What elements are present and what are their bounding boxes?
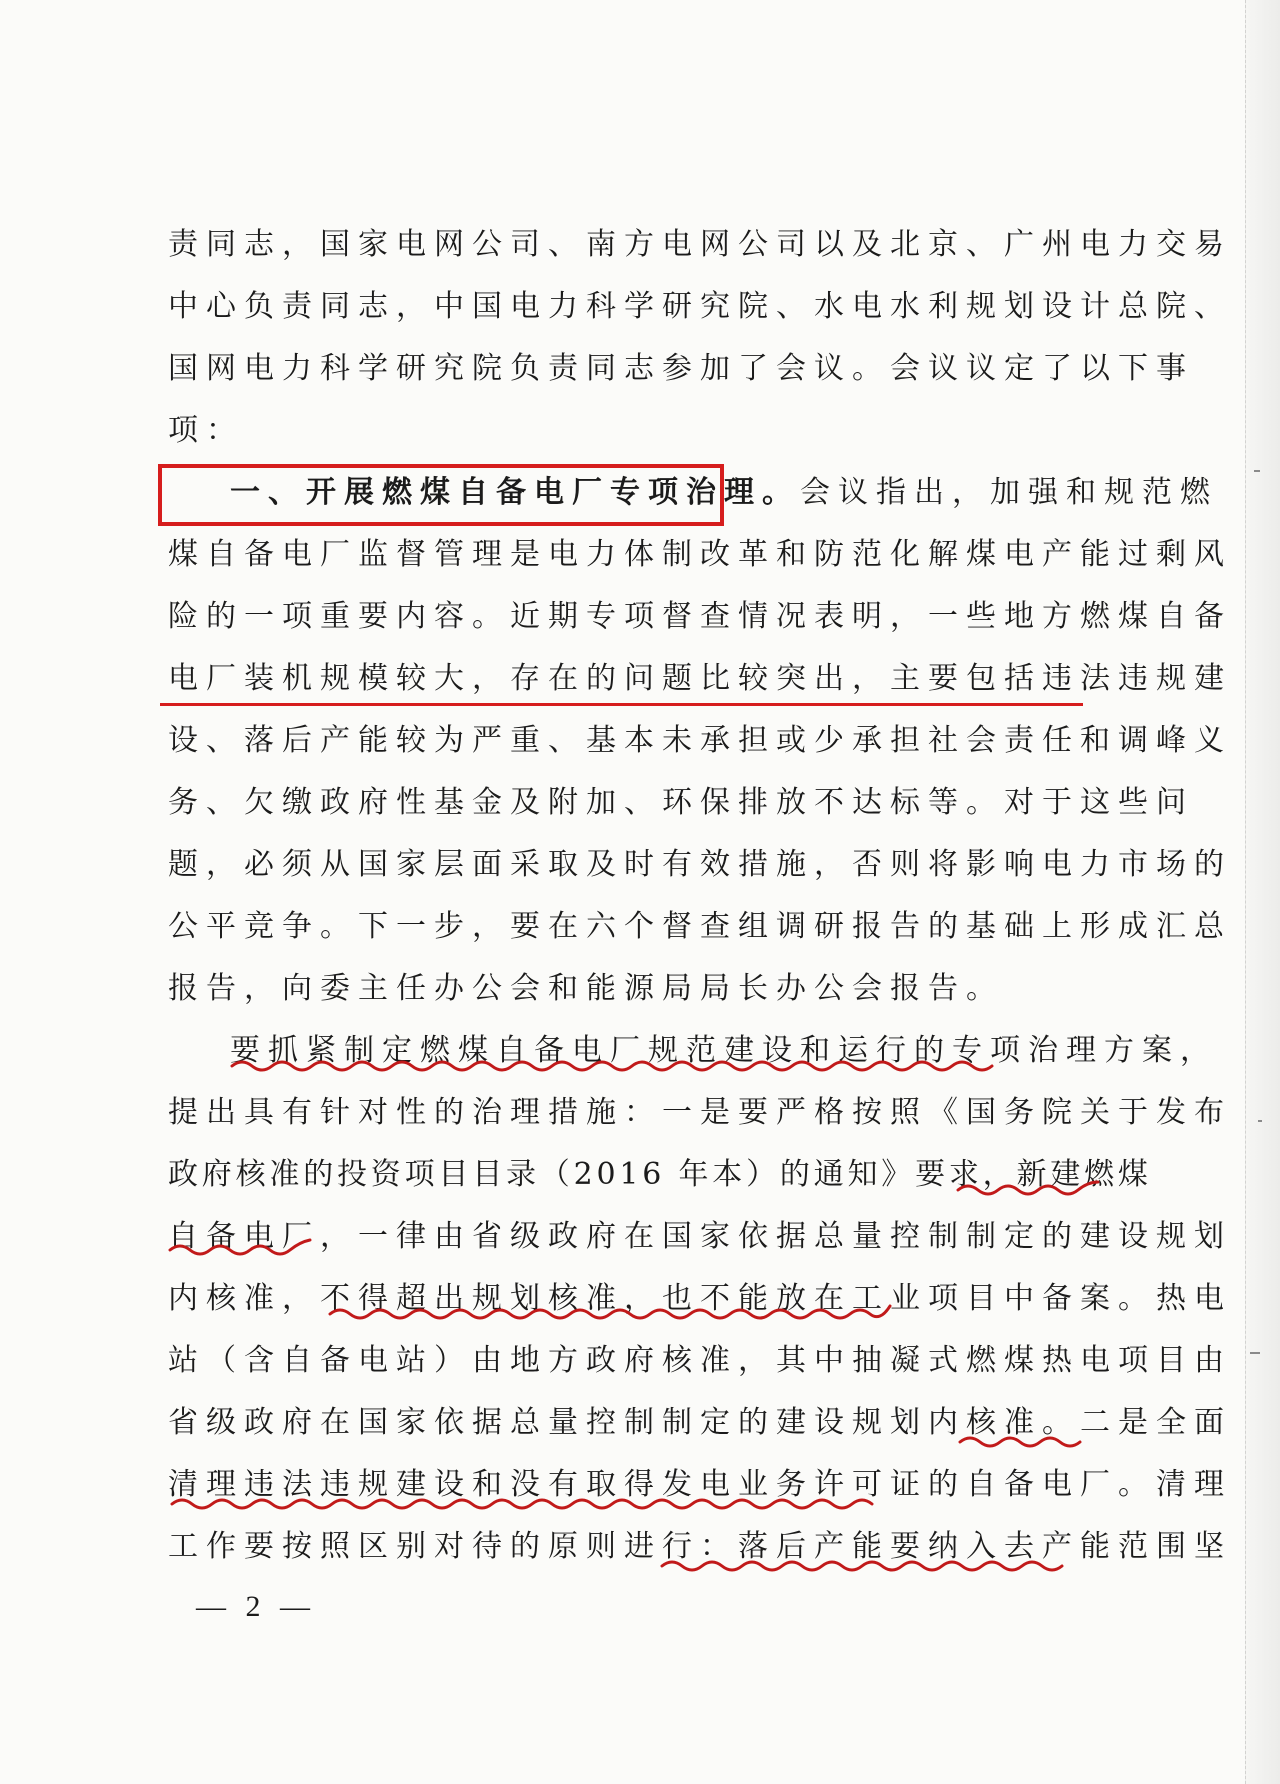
text-line: 报告，向委主任办公会和能源局局长办公会报告。: [168, 971, 1004, 1006]
text-line: 设、落后产能较为严重、基本未承担或少承担社会责任和调峰义: [168, 723, 1232, 758]
text-line: 险的一项重要内容。近期专项督查情况表明，一些地方燃煤自备: [168, 599, 1232, 634]
text-line: 提出具有针对性的治理措施：一是要严格按照《国务院关于发布: [168, 1095, 1232, 1130]
text-line: 责同志，国家电网公司、南方电网公司以及北京、广州电力交易: [168, 227, 1232, 262]
text-line: 题，必须从国家层面采取及时有效措施，否则将影响电力市场的: [168, 847, 1232, 882]
text-line: 清理违法违规建设和没有取得发电业务许可证的自备电厂。清理: [168, 1467, 1232, 1502]
paragraph-start-line: 要抓紧制定燃煤自备电厂规范建设和运行的专项治理方案，: [230, 1033, 1218, 1068]
text-line: 自备电厂，一律由省级政府在国家依据总量控制制定的建设规划: [168, 1219, 1232, 1254]
text-line: 公平竞争。下一步，要在六个督查组调研报告的基础上形成汇总: [168, 909, 1232, 944]
text-line: 务、欠缴政府性基金及附加、环保排放不达标等。对于这些问: [168, 785, 1194, 820]
text-line: 电厂装机规模较大，存在的问题比较突出，主要包括违法违规建: [168, 661, 1232, 696]
document-body: [168, 214, 1232, 1578]
heading-continuation: 会议指出，加强和规范燃: [800, 475, 1218, 510]
red-underline-annotation: [160, 703, 1083, 706]
text-line: 内核准，不得超出规划核准，也不能放在工业项目中备案。热电: [168, 1281, 1232, 1316]
text-line: 站（含自备电站）由地方政府核准，其中抽凝式燃煤热电项目由: [168, 1343, 1232, 1378]
page-edge: [1245, 0, 1280, 1784]
page-number: — 2 —: [196, 1590, 316, 1623]
text-line: 项：: [168, 413, 244, 448]
text-line: 煤自备电厂监督管理是电力体制改革和防范化解煤电产能过剩风: [168, 537, 1232, 572]
text-line: 中心负责同志，中国电力科学研究院、水电水利规划设计总院、: [168, 289, 1232, 324]
text-line: 省级政府在国家依据总量控制制定的建设规划内核准。二是全面: [168, 1405, 1232, 1440]
text-line: 国网电力科学研究院负责同志参加了会议。会议议定了以下事: [168, 351, 1194, 386]
section-heading: 一、开展燃煤自备电厂专项治理。: [230, 475, 800, 510]
text-line: 工作要按照区别对待的原则进行：落后产能要纳入去产能范围坚: [168, 1529, 1232, 1564]
red-box-annotation: [158, 464, 724, 526]
text-line: 政府核准的投资项目目录（2016 年本）的通知》要求，新建燃煤: [168, 1157, 1152, 1192]
